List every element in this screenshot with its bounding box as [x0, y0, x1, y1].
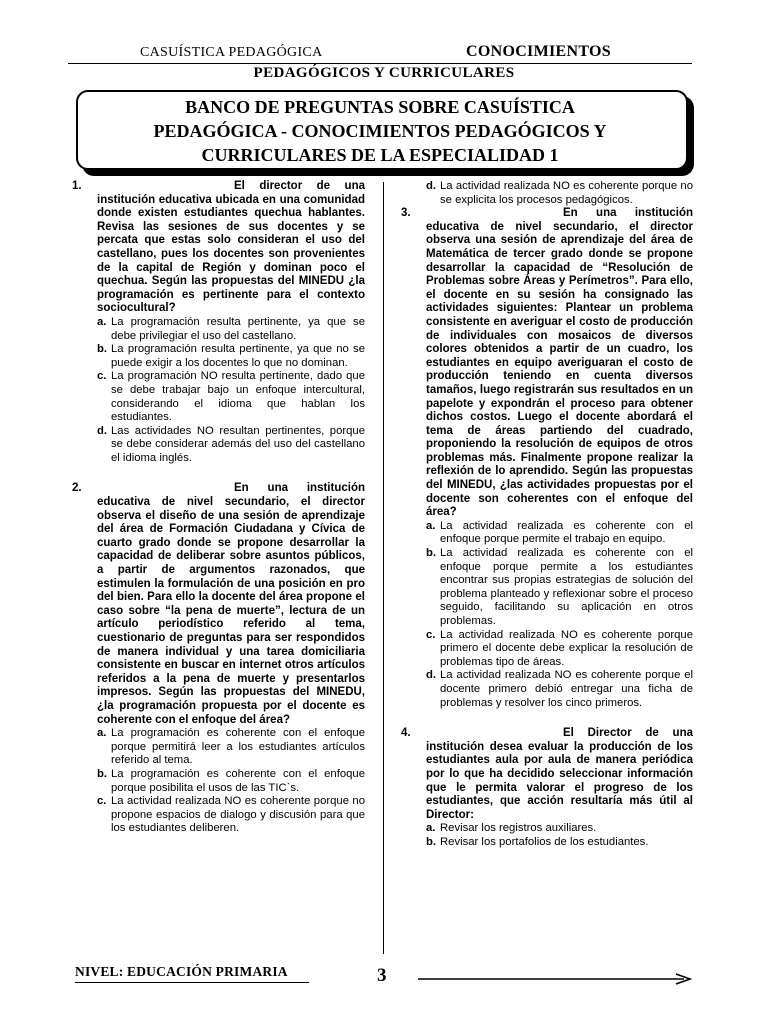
- title-line-2: PEDAGÓGICA - CONOCIMIENTOS PEDAGÓGICOS Y: [153, 121, 607, 141]
- option-letter: b.: [97, 343, 108, 356]
- option-letter: b.: [97, 767, 108, 780]
- option-letter: d.: [426, 180, 437, 192]
- option-d: [426, 669, 693, 710]
- option-b: [426, 547, 693, 629]
- option-c: [426, 629, 693, 670]
- option-text: La programación resulta pertinente, ya que no se puede exigir a los docentes lo que no dominan.: [111, 343, 365, 369]
- question-4: [401, 727, 693, 849]
- question-stem: El Director de una institución desea evaluar la producción de los estudiantes aula por aula de manera periódica por lo que ha decidido seleccionar información que le permita valorar el progreso de los estudiantes, que acción resultaría más útil al Director:: [426, 727, 693, 821]
- option-text: La actividad realizada NO es coherente porque no se explicita los procesos pedagógicos.: [440, 180, 693, 206]
- option-letter: a.: [97, 315, 107, 328]
- question-3: [401, 207, 693, 710]
- question-stem: En una institución educativa de nivel secundario, el director observa el diseño de una sesión de aprendizaje del área de Formación Ciudadana y Cívica de cuarto grado donde se propone desarrollar la capacidad de deliberar sobre asuntos públicos, a partir de argumentos razonados, que estimulen la formulación de una posición en pro del bien. Para ello la docente del área propone el caso sobre “la pena de muerte”, lectura de un artículo periodístico referido al tema, cuestionario de preguntas para ser respondidos de manera individual y una tarea domiciliaria consistente en buscar en internet otros artículos referidos a la pena de muerte y presentarlos impresos. Según las propuestas del MINEDU, ¿la programación propuesta por el docente es coherente con el enfoque del área?: [97, 482, 365, 726]
- question-number: 2.: [72, 482, 82, 495]
- option-text: Las actividades NO resultan pertinentes, porque se debe considerar además del uso del castellano el idioma inglés.: [111, 424, 365, 464]
- header-subtitle: PEDAGÓGICOS Y CURRICULARES: [253, 65, 515, 81]
- question-number: 3.: [401, 207, 411, 220]
- title-line-1: BANCO DE PREGUNTAS SOBRE CASUÍSTICA: [185, 97, 575, 117]
- header-left: CASUÍSTICA PEDAGÓGICA: [140, 45, 323, 60]
- option-letter: b.: [426, 835, 437, 848]
- question-2-continued: [401, 180, 693, 207]
- option-text: La programación resulta pertinente, ya que se debe privilegiar el uso del castellano.: [111, 315, 365, 342]
- option-text: La programación NO resulta pertinente, dado que se debe trabajar bajo un enfoque intercultural, considerando el idioma que hablan los estudiantes.: [111, 370, 365, 424]
- option-c: [97, 370, 365, 424]
- option-b: [97, 768, 365, 795]
- page-title: [80, 95, 680, 167]
- options-list: [426, 520, 693, 710]
- option-letter: d.: [426, 669, 437, 682]
- option-text: La programación es coherente con el enfoque porque permitirá leer a los estudiantes artículos referido al tema.: [111, 727, 365, 767]
- option-letter: a.: [97, 727, 107, 740]
- right-arrow-icon: [418, 972, 694, 986]
- option-text: La actividad realizada es coherente con el enfoque porque permite el trabajo en equipo.: [440, 519, 693, 546]
- options-list: [426, 180, 693, 207]
- question-number: 4.: [401, 727, 411, 740]
- options-list: [97, 727, 365, 836]
- option-letter: c.: [426, 628, 436, 641]
- option-d: [426, 180, 693, 207]
- option-b: [97, 343, 365, 370]
- option-letter: a.: [426, 519, 436, 532]
- header-divider: [68, 63, 692, 64]
- option-a: [426, 520, 693, 547]
- left-column: [72, 180, 365, 836]
- option-letter: c.: [97, 370, 107, 383]
- option-letter: a.: [426, 822, 436, 835]
- question-stem: El director de una institución educativa ubicada en una comunidad donde existen estudiantes quechua hablantes. Revisa las sesiones de sus docentes y se percata que estas solo consideran el uso del castellano, pues los docentes son provenientes de la capital de Región y dominan poco el quechua. Según las propuestas del MINEDU ¿la programación es pertinente para el contexto sociocultural?: [97, 180, 365, 315]
- footer-level: NIVEL: EDUCACIÓN PRIMARIA: [75, 964, 288, 979]
- option-b: [426, 836, 693, 850]
- option-text: La actividad realizada NO es coherente porque primero el docente debe explicar la resolución de problemas tipo de áreas.: [440, 628, 693, 668]
- option-letter: c.: [97, 795, 107, 808]
- option-text: Revisar los registros auxiliares.: [440, 822, 597, 835]
- option-a: [426, 822, 693, 836]
- option-letter: d.: [97, 424, 108, 437]
- footer-underline: [75, 982, 309, 983]
- option-text: Revisar los portafolios de los estudiantes.: [440, 835, 649, 848]
- options-list: [426, 822, 693, 849]
- right-column: [401, 180, 693, 850]
- option-text: La programación es coherente con el enfoque porque posibilita el usos de las TIC`s.: [111, 767, 365, 794]
- option-c: [97, 795, 365, 836]
- option-text: La actividad realizada NO es coherente porque no propone espacios de dialogo y discusión para que los estudiantes deliberen.: [111, 795, 365, 835]
- options-list: [97, 316, 365, 466]
- question-number: 1.: [72, 180, 82, 192]
- question-1: [72, 180, 365, 465]
- option-text: La actividad realizada NO es coherente porque el docente primero debió entregar una ficha de problemas y resolver los cinco primeros.: [440, 669, 693, 709]
- header-right: CONOCIMIENTOS: [466, 43, 611, 60]
- option-text: La actividad realizada es coherente con el enfoque porque permite a los estudiantes encontrar sus propias estrategias de solución del problema planteado y reflexionar sobre el proceso seguido, facilitando su aplicación en otros problemas.: [440, 547, 693, 627]
- option-a: [97, 316, 365, 343]
- question-2: [72, 482, 365, 835]
- option-a: [97, 727, 365, 768]
- question-stem: En una institución educativa de nivel secundario, el director observa una sesión de aprendizaje del área de Matemática de tercer grado donde se propone desarrollar la capacidad de “Resolución de Problemas sobre Áreas y Perímetros”. Para ello, el docente en su sesión ha consignado las actividades siguientes: Plantear un problema consistente en averiguar el costo de producción de individuales con mosaicos de diversos colores obtenidos a partir de un cuadro, los estudiantes en equipo averiguaran el costo de producción teniendo en cuenta diversos tamaños, luego registrarán sus resultados en un papelote y expondrán el proceso para obtener dichos costos. Luego el docente abordará el tema de áreas partiendo del cuadrado, proponiendo la resolución de equipos de otros problemas más. Finalmente propone realizar la reflexión de lo aprendido. Según las propuestas del MINEDU, ¿las actividades propuestas por el docente son coherentes con el enfoque del área?: [426, 207, 693, 519]
- option-d: [97, 425, 365, 466]
- column-divider: [383, 182, 384, 954]
- option-letter: b.: [426, 547, 437, 560]
- page-number: 3: [377, 965, 387, 986]
- title-line-3: CURRICULARES DE LA ESPECIALIDAD 1: [201, 145, 559, 165]
